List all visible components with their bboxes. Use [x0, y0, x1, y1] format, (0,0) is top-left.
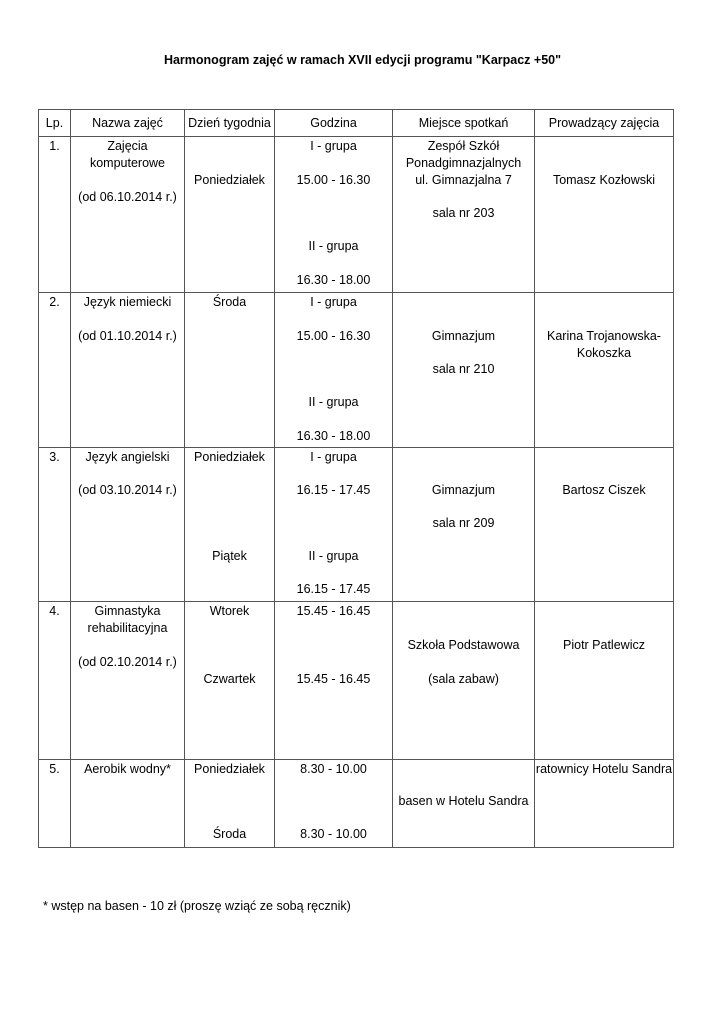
cell-day [185, 293, 275, 448]
cell-day [185, 448, 275, 602]
date-line: (od 03.10.2014 r.) [78, 483, 177, 497]
table-row [39, 137, 674, 293]
teacher-line: Bartosz Ciszek [562, 483, 646, 497]
hours-line: I - grupa [310, 450, 357, 464]
hours-line: I - grupa [310, 139, 357, 153]
cell-name [71, 293, 185, 448]
hours-line: 16.30 - 18.00 [296, 273, 371, 287]
name-line: Zajęcia [107, 139, 148, 153]
teacher-line: Piotr Patlewicz [563, 638, 645, 652]
place-line: sala nr 210 [432, 362, 495, 376]
cell-name [71, 760, 185, 848]
hours-line: II - grupa [308, 239, 359, 253]
teacher-line: Karina Trojanowska- [547, 329, 661, 343]
table-row [39, 293, 674, 448]
place-line: (sala zabaw) [428, 672, 499, 686]
cell-teacher [535, 448, 674, 602]
date-line: (od 01.10.2014 r.) [78, 329, 177, 343]
lp-text: 1. [49, 139, 60, 153]
name-line: Język angielski [85, 450, 170, 464]
cell-hours [275, 137, 393, 293]
cell-hours [275, 602, 393, 760]
place-line: sala nr 203 [432, 206, 495, 220]
cell-day [185, 602, 275, 760]
day-text: Poniedziałek [194, 762, 265, 776]
day-text: Środa [212, 827, 247, 841]
cell-place [393, 137, 535, 293]
header-hours: Godzina [275, 110, 393, 137]
lp-text: 4. [49, 604, 60, 618]
place-line: Zespół Szkół [427, 139, 500, 153]
day-text: Piątek [212, 549, 247, 563]
teacher-line: ratownicy Hotelu Sandra [535, 762, 673, 776]
cell-lp [39, 760, 71, 848]
table-row [39, 760, 674, 848]
name-line: komputerowe [89, 156, 166, 170]
cell-name [71, 137, 185, 293]
hours-line: 15.45 - 16.45 [296, 672, 371, 686]
day-text: Środa [212, 295, 247, 309]
date-line: (od 06.10.2014 r.) [78, 190, 177, 204]
hours-line: II - grupa [308, 549, 359, 563]
name-line: Język niemiecki [83, 295, 172, 309]
header-name: Nazwa zajęć [71, 110, 185, 137]
cell-place [393, 448, 535, 602]
cell-lp [39, 602, 71, 760]
cell-name [71, 602, 185, 760]
table-header-row [39, 110, 674, 137]
name-line: rehabilitacyjna [87, 621, 168, 635]
cell-day [185, 137, 275, 293]
date-line: (od 02.10.2014 r.) [78, 655, 177, 669]
hours-line: 16.30 - 18.00 [296, 429, 371, 443]
place-line: ul. Gimnazjalna 7 [415, 173, 512, 187]
day-text: Czwartek [203, 672, 256, 686]
table-row [39, 602, 674, 760]
name-line: Aerobik wodny* [84, 762, 171, 776]
lp-text: 2. [49, 295, 60, 309]
hours-line: I - grupa [310, 295, 357, 309]
day-text: Wtorek [209, 604, 250, 618]
place-line: Gimnazjum [431, 329, 496, 343]
lp-text: 3. [49, 450, 60, 464]
hours-line: 16.15 - 17.45 [296, 582, 371, 596]
cell-day [185, 760, 275, 848]
cell-place [393, 293, 535, 448]
footnote: * wstęp na basen - 10 zł (proszę wziąć ze sobą ręcznik) [43, 899, 351, 913]
cell-hours [275, 448, 393, 602]
place-line: sala nr 209 [432, 516, 495, 530]
hours-line: II - grupa [308, 395, 359, 409]
place-line: Gimnazjum [431, 483, 496, 497]
hours-line: 8.30 - 10.00 [300, 827, 367, 841]
name-line: Gimnastyka [94, 604, 161, 618]
cell-name [71, 448, 185, 602]
cell-teacher [535, 760, 674, 848]
header-day: Dzień tygodnia [185, 110, 275, 137]
cell-hours [275, 760, 393, 848]
hours-line: 8.30 - 10.00 [300, 762, 367, 776]
cell-hours [275, 293, 393, 448]
cell-place [393, 602, 535, 760]
header-teacher: Prowadzący zajęcia [535, 110, 674, 137]
cell-teacher [535, 137, 674, 293]
cell-lp [39, 137, 71, 293]
page-title: Harmonogram zajęć w ramach XVII edycji programu "Karpacz +50" [163, 53, 562, 67]
place-line: basen w Hotelu Sandra [398, 794, 529, 808]
header-lp: Lp. [39, 110, 71, 137]
hours-line: 15.45 - 16.45 [296, 604, 371, 618]
cell-lp [39, 448, 71, 602]
place-line: Szkoła Podstawowa [407, 638, 520, 652]
teacher-line: Kokoszka [576, 346, 632, 360]
schedule-table [38, 109, 674, 848]
cell-place [393, 760, 535, 848]
hours-line: 15.00 - 16.30 [296, 173, 371, 187]
lp-text: 5. [49, 762, 60, 776]
day-text: Poniedziałek [194, 450, 265, 464]
hours-line: 16.15 - 17.45 [296, 483, 371, 497]
header-place: Miejsce spotkań [393, 110, 535, 137]
cell-lp [39, 293, 71, 448]
hours-line: 15.00 - 16.30 [296, 329, 371, 343]
cell-teacher [535, 293, 674, 448]
place-line: Ponadgimnazjalnych [405, 156, 522, 170]
table-row [39, 448, 674, 602]
day-text: Poniedziałek [194, 173, 265, 187]
cell-teacher [535, 602, 674, 760]
teacher-line: Tomasz Kozłowski [552, 173, 656, 187]
